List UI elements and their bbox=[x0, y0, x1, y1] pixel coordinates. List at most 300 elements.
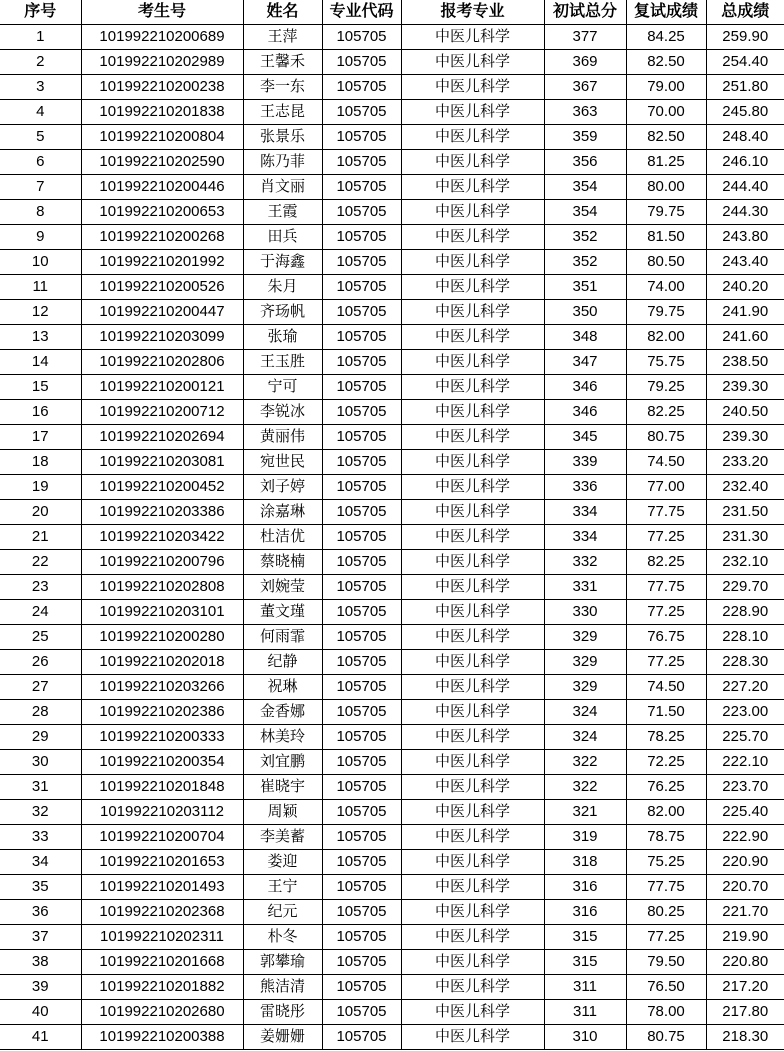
cell-retest-score: 82.00 bbox=[626, 800, 706, 825]
cell-index: 9 bbox=[0, 225, 81, 250]
cell-initial-score: 322 bbox=[544, 775, 626, 800]
cell-index: 7 bbox=[0, 175, 81, 200]
cell-total-score: 241.90 bbox=[706, 300, 784, 325]
cell-exam-id: 101992210200268 bbox=[81, 225, 243, 250]
cell-initial-score: 350 bbox=[544, 300, 626, 325]
cell-exam-id: 101992210200446 bbox=[81, 175, 243, 200]
cell-total-score: 231.30 bbox=[706, 525, 784, 550]
cell-total-score: 227.20 bbox=[706, 675, 784, 700]
cell-major: 中医儿科学 bbox=[401, 100, 544, 125]
cell-retest-score: 80.25 bbox=[626, 900, 706, 925]
cell-exam-id: 101992210200354 bbox=[81, 750, 243, 775]
cell-initial-score: 356 bbox=[544, 150, 626, 175]
cell-retest-score: 79.75 bbox=[626, 200, 706, 225]
cell-index: 36 bbox=[0, 900, 81, 925]
cell-retest-score: 72.25 bbox=[626, 750, 706, 775]
table-row bbox=[0, 425, 784, 450]
cell-total-score: 228.90 bbox=[706, 600, 784, 625]
table-row bbox=[0, 450, 784, 475]
cell-retest-score: 70.00 bbox=[626, 100, 706, 125]
cell-name: 周颖 bbox=[243, 800, 322, 825]
cell-major: 中医儿科学 bbox=[401, 925, 544, 950]
cell-initial-score: 311 bbox=[544, 1000, 626, 1025]
cell-index: 28 bbox=[0, 700, 81, 725]
cell-retest-score: 84.25 bbox=[626, 25, 706, 50]
cell-retest-score: 80.00 bbox=[626, 175, 706, 200]
cell-index: 29 bbox=[0, 725, 81, 750]
table-row bbox=[0, 200, 784, 225]
cell-retest-score: 77.00 bbox=[626, 475, 706, 500]
cell-retest-score: 79.25 bbox=[626, 375, 706, 400]
cell-major-code: 105705 bbox=[322, 200, 401, 225]
table-row bbox=[0, 925, 784, 950]
cell-index: 5 bbox=[0, 125, 81, 150]
col-header-total-score: 总成绩 bbox=[706, 0, 784, 25]
col-header-retest-score: 复试成绩 bbox=[626, 0, 706, 25]
cell-exam-id: 101992210203099 bbox=[81, 325, 243, 350]
cell-total-score: 240.50 bbox=[706, 400, 784, 425]
cell-major-code: 105705 bbox=[322, 925, 401, 950]
cell-total-score: 220.80 bbox=[706, 950, 784, 975]
cell-initial-score: 334 bbox=[544, 500, 626, 525]
cell-major: 中医儿科学 bbox=[401, 175, 544, 200]
cell-index: 39 bbox=[0, 975, 81, 1000]
cell-total-score: 228.10 bbox=[706, 625, 784, 650]
cell-retest-score: 79.00 bbox=[626, 75, 706, 100]
cell-name: 宛世民 bbox=[243, 450, 322, 475]
table-row bbox=[0, 400, 784, 425]
cell-exam-id: 101992210203422 bbox=[81, 525, 243, 550]
table-row bbox=[0, 650, 784, 675]
cell-initial-score: 336 bbox=[544, 475, 626, 500]
cell-exam-id: 101992210203081 bbox=[81, 450, 243, 475]
cell-name: 齐玚帆 bbox=[243, 300, 322, 325]
table-row bbox=[0, 825, 784, 850]
cell-exam-id: 101992210201992 bbox=[81, 250, 243, 275]
cell-name: 金香娜 bbox=[243, 700, 322, 725]
cell-retest-score: 77.75 bbox=[626, 575, 706, 600]
cell-major: 中医儿科学 bbox=[401, 1000, 544, 1025]
cell-major: 中医儿科学 bbox=[401, 675, 544, 700]
cell-exam-id: 101992210203266 bbox=[81, 675, 243, 700]
cell-index: 23 bbox=[0, 575, 81, 600]
cell-major: 中医儿科学 bbox=[401, 300, 544, 325]
cell-index: 14 bbox=[0, 350, 81, 375]
cell-name: 刘子婷 bbox=[243, 475, 322, 500]
cell-total-score: 231.50 bbox=[706, 500, 784, 525]
cell-major-code: 105705 bbox=[322, 1000, 401, 1025]
cell-index: 13 bbox=[0, 325, 81, 350]
cell-retest-score: 80.50 bbox=[626, 250, 706, 275]
table-row bbox=[0, 975, 784, 1000]
cell-index: 21 bbox=[0, 525, 81, 550]
cell-major-code: 105705 bbox=[322, 75, 401, 100]
cell-exam-id: 101992210202806 bbox=[81, 350, 243, 375]
cell-major-code: 105705 bbox=[322, 550, 401, 575]
cell-index: 2 bbox=[0, 50, 81, 75]
cell-retest-score: 75.25 bbox=[626, 850, 706, 875]
table-row bbox=[0, 25, 784, 50]
cell-major: 中医儿科学 bbox=[401, 400, 544, 425]
col-header-name: 姓名 bbox=[243, 0, 322, 25]
cell-retest-score: 79.50 bbox=[626, 950, 706, 975]
cell-exam-id: 101992210201668 bbox=[81, 950, 243, 975]
cell-name: 董文瑾 bbox=[243, 600, 322, 625]
cell-total-score: 239.30 bbox=[706, 425, 784, 450]
cell-index: 11 bbox=[0, 275, 81, 300]
cell-name: 林美玲 bbox=[243, 725, 322, 750]
cell-total-score: 248.40 bbox=[706, 125, 784, 150]
cell-exam-id: 101992210201882 bbox=[81, 975, 243, 1000]
cell-retest-score: 74.50 bbox=[626, 450, 706, 475]
cell-major-code: 105705 bbox=[322, 575, 401, 600]
table-body bbox=[0, 25, 784, 1050]
table-row bbox=[0, 550, 784, 575]
cell-exam-id: 101992210202989 bbox=[81, 50, 243, 75]
cell-retest-score: 76.50 bbox=[626, 975, 706, 1000]
cell-name: 王霞 bbox=[243, 200, 322, 225]
cell-index: 25 bbox=[0, 625, 81, 650]
cell-index: 35 bbox=[0, 875, 81, 900]
cell-retest-score: 82.50 bbox=[626, 50, 706, 75]
cell-major-code: 105705 bbox=[322, 125, 401, 150]
cell-exam-id: 101992210200653 bbox=[81, 200, 243, 225]
cell-name: 纪元 bbox=[243, 900, 322, 925]
cell-total-score: 223.70 bbox=[706, 775, 784, 800]
cell-major: 中医儿科学 bbox=[401, 725, 544, 750]
cell-major-code: 105705 bbox=[322, 800, 401, 825]
cell-initial-score: 329 bbox=[544, 625, 626, 650]
cell-initial-score: 348 bbox=[544, 325, 626, 350]
cell-major-code: 105705 bbox=[322, 775, 401, 800]
cell-name: 刘宜鹏 bbox=[243, 750, 322, 775]
cell-retest-score: 76.75 bbox=[626, 625, 706, 650]
cell-total-score: 245.80 bbox=[706, 100, 784, 125]
cell-name: 朴冬 bbox=[243, 925, 322, 950]
cell-initial-score: 321 bbox=[544, 800, 626, 825]
cell-major: 中医儿科学 bbox=[401, 225, 544, 250]
cell-major: 中医儿科学 bbox=[401, 600, 544, 625]
cell-retest-score: 80.75 bbox=[626, 1025, 706, 1050]
cell-index: 22 bbox=[0, 550, 81, 575]
table-row bbox=[0, 700, 784, 725]
cell-major: 中医儿科学 bbox=[401, 1025, 544, 1050]
table-row bbox=[0, 600, 784, 625]
cell-initial-score: 329 bbox=[544, 650, 626, 675]
cell-major: 中医儿科学 bbox=[401, 450, 544, 475]
cell-index: 31 bbox=[0, 775, 81, 800]
col-header-major-code: 专业代码 bbox=[322, 0, 401, 25]
cell-name: 何雨霏 bbox=[243, 625, 322, 650]
cell-total-score: 219.90 bbox=[706, 925, 784, 950]
cell-total-score: 222.10 bbox=[706, 750, 784, 775]
header-row bbox=[0, 0, 784, 25]
cell-major-code: 105705 bbox=[322, 150, 401, 175]
cell-major: 中医儿科学 bbox=[401, 125, 544, 150]
cell-major-code: 105705 bbox=[322, 175, 401, 200]
cell-retest-score: 74.50 bbox=[626, 675, 706, 700]
cell-total-score: 233.20 bbox=[706, 450, 784, 475]
cell-exam-id: 101992210202018 bbox=[81, 650, 243, 675]
cell-initial-score: 324 bbox=[544, 725, 626, 750]
cell-exam-id: 101992210200452 bbox=[81, 475, 243, 500]
table-row bbox=[0, 800, 784, 825]
cell-exam-id: 101992210202368 bbox=[81, 900, 243, 925]
cell-name: 陈乃菲 bbox=[243, 150, 322, 175]
cell-index: 38 bbox=[0, 950, 81, 975]
cell-name: 李锐冰 bbox=[243, 400, 322, 425]
cell-initial-score: 311 bbox=[544, 975, 626, 1000]
cell-major-code: 105705 bbox=[322, 500, 401, 525]
cell-initial-score: 316 bbox=[544, 875, 626, 900]
cell-initial-score: 354 bbox=[544, 175, 626, 200]
cell-name: 张瑜 bbox=[243, 325, 322, 350]
cell-major: 中医儿科学 bbox=[401, 825, 544, 850]
table-row bbox=[0, 350, 784, 375]
table-row bbox=[0, 675, 784, 700]
cell-major-code: 105705 bbox=[322, 100, 401, 125]
table-row bbox=[0, 75, 784, 100]
cell-retest-score: 77.75 bbox=[626, 875, 706, 900]
cell-name: 于海鑫 bbox=[243, 250, 322, 275]
cell-total-score: 218.30 bbox=[706, 1025, 784, 1050]
cell-retest-score: 77.25 bbox=[626, 600, 706, 625]
table-row bbox=[0, 725, 784, 750]
cell-retest-score: 78.00 bbox=[626, 1000, 706, 1025]
cell-major-code: 105705 bbox=[322, 350, 401, 375]
cell-retest-score: 76.25 bbox=[626, 775, 706, 800]
table-row bbox=[0, 275, 784, 300]
cell-total-score: 220.70 bbox=[706, 875, 784, 900]
col-header-initial-score: 初试总分 bbox=[544, 0, 626, 25]
cell-exam-id: 101992210200121 bbox=[81, 375, 243, 400]
table-row bbox=[0, 175, 784, 200]
cell-initial-score: 315 bbox=[544, 950, 626, 975]
cell-retest-score: 82.25 bbox=[626, 550, 706, 575]
cell-major-code: 105705 bbox=[322, 825, 401, 850]
cell-initial-score: 369 bbox=[544, 50, 626, 75]
cell-name: 宁可 bbox=[243, 375, 322, 400]
cell-major-code: 105705 bbox=[322, 425, 401, 450]
table-row bbox=[0, 1025, 784, 1050]
cell-exam-id: 101992210203101 bbox=[81, 600, 243, 625]
table-row bbox=[0, 850, 784, 875]
cell-major: 中医儿科学 bbox=[401, 700, 544, 725]
cell-name: 刘婉莹 bbox=[243, 575, 322, 600]
cell-major: 中医儿科学 bbox=[401, 625, 544, 650]
cell-total-score: 251.80 bbox=[706, 75, 784, 100]
cell-exam-id: 101992210201848 bbox=[81, 775, 243, 800]
cell-total-score: 217.20 bbox=[706, 975, 784, 1000]
cell-index: 30 bbox=[0, 750, 81, 775]
cell-retest-score: 77.25 bbox=[626, 650, 706, 675]
cell-exam-id: 101992210200333 bbox=[81, 725, 243, 750]
cell-name: 崔晓宇 bbox=[243, 775, 322, 800]
cell-major-code: 105705 bbox=[322, 975, 401, 1000]
cell-name: 田兵 bbox=[243, 225, 322, 250]
table-row bbox=[0, 900, 784, 925]
cell-exam-id: 101992210202808 bbox=[81, 575, 243, 600]
cell-initial-score: 352 bbox=[544, 225, 626, 250]
cell-name: 蔡晓楠 bbox=[243, 550, 322, 575]
cell-major: 中医儿科学 bbox=[401, 25, 544, 50]
cell-total-score: 222.90 bbox=[706, 825, 784, 850]
cell-index: 32 bbox=[0, 800, 81, 825]
cell-total-score: 225.40 bbox=[706, 800, 784, 825]
cell-retest-score: 82.25 bbox=[626, 400, 706, 425]
cell-major: 中医儿科学 bbox=[401, 50, 544, 75]
cell-exam-id: 101992210202680 bbox=[81, 1000, 243, 1025]
cell-initial-score: 315 bbox=[544, 925, 626, 950]
cell-name: 黄丽伟 bbox=[243, 425, 322, 450]
cell-exam-id: 101992210200712 bbox=[81, 400, 243, 425]
cell-total-score: 243.80 bbox=[706, 225, 784, 250]
cell-name: 李美蓄 bbox=[243, 825, 322, 850]
cell-exam-id: 101992210203112 bbox=[81, 800, 243, 825]
cell-initial-score: 351 bbox=[544, 275, 626, 300]
cell-total-score: 220.90 bbox=[706, 850, 784, 875]
cell-major-code: 105705 bbox=[322, 850, 401, 875]
cell-name: 熊洁清 bbox=[243, 975, 322, 1000]
cell-major: 中医儿科学 bbox=[401, 200, 544, 225]
cell-major: 中医儿科学 bbox=[401, 250, 544, 275]
table-row bbox=[0, 50, 784, 75]
cell-major-code: 105705 bbox=[322, 650, 401, 675]
cell-major: 中医儿科学 bbox=[401, 575, 544, 600]
cell-initial-score: 347 bbox=[544, 350, 626, 375]
cell-exam-id: 101992210200280 bbox=[81, 625, 243, 650]
cell-major: 中医儿科学 bbox=[401, 500, 544, 525]
cell-initial-score: 310 bbox=[544, 1025, 626, 1050]
cell-major-code: 105705 bbox=[322, 250, 401, 275]
table-row bbox=[0, 150, 784, 175]
cell-exam-id: 101992210200447 bbox=[81, 300, 243, 325]
cell-index: 17 bbox=[0, 425, 81, 450]
cell-initial-score: 329 bbox=[544, 675, 626, 700]
cell-index: 15 bbox=[0, 375, 81, 400]
cell-index: 12 bbox=[0, 300, 81, 325]
cell-index: 41 bbox=[0, 1025, 81, 1050]
cell-retest-score: 82.00 bbox=[626, 325, 706, 350]
cell-initial-score: 316 bbox=[544, 900, 626, 925]
cell-exam-id: 101992210200238 bbox=[81, 75, 243, 100]
cell-major-code: 105705 bbox=[322, 875, 401, 900]
cell-major: 中医儿科学 bbox=[401, 325, 544, 350]
cell-major: 中医儿科学 bbox=[401, 800, 544, 825]
cell-initial-score: 331 bbox=[544, 575, 626, 600]
cell-name: 王萍 bbox=[243, 25, 322, 50]
cell-name: 李一东 bbox=[243, 75, 322, 100]
cell-total-score: 221.70 bbox=[706, 900, 784, 925]
cell-index: 40 bbox=[0, 1000, 81, 1025]
cell-total-score: 217.80 bbox=[706, 1000, 784, 1025]
cell-total-score: 223.00 bbox=[706, 700, 784, 725]
cell-index: 26 bbox=[0, 650, 81, 675]
cell-retest-score: 79.75 bbox=[626, 300, 706, 325]
cell-name: 郭攀瑜 bbox=[243, 950, 322, 975]
cell-exam-id: 101992210202694 bbox=[81, 425, 243, 450]
cell-initial-score: 363 bbox=[544, 100, 626, 125]
cell-major: 中医儿科学 bbox=[401, 350, 544, 375]
cell-initial-score: 324 bbox=[544, 700, 626, 725]
cell-exam-id: 101992210201653 bbox=[81, 850, 243, 875]
cell-major-code: 105705 bbox=[322, 600, 401, 625]
cell-name: 娄迎 bbox=[243, 850, 322, 875]
cell-total-score: 243.40 bbox=[706, 250, 784, 275]
cell-major-code: 105705 bbox=[322, 625, 401, 650]
cell-index: 20 bbox=[0, 500, 81, 525]
cell-index: 8 bbox=[0, 200, 81, 225]
cell-exam-id: 101992210202590 bbox=[81, 150, 243, 175]
cell-exam-id: 101992210200796 bbox=[81, 550, 243, 575]
cell-exam-id: 101992210202311 bbox=[81, 925, 243, 950]
cell-major: 中医儿科学 bbox=[401, 650, 544, 675]
cell-index: 4 bbox=[0, 100, 81, 125]
cell-retest-score: 80.75 bbox=[626, 425, 706, 450]
cell-retest-score: 77.25 bbox=[626, 925, 706, 950]
table-row bbox=[0, 300, 784, 325]
cell-major-code: 105705 bbox=[322, 1025, 401, 1050]
cell-exam-id: 101992210203386 bbox=[81, 500, 243, 525]
cell-major-code: 105705 bbox=[322, 300, 401, 325]
table-row bbox=[0, 1000, 784, 1025]
cell-initial-score: 322 bbox=[544, 750, 626, 775]
cell-initial-score: 359 bbox=[544, 125, 626, 150]
cell-initial-score: 354 bbox=[544, 200, 626, 225]
cell-total-score: 244.40 bbox=[706, 175, 784, 200]
cell-name: 姜姗姗 bbox=[243, 1025, 322, 1050]
cell-initial-score: 339 bbox=[544, 450, 626, 475]
table-row bbox=[0, 325, 784, 350]
cell-major-code: 105705 bbox=[322, 525, 401, 550]
table-row bbox=[0, 375, 784, 400]
cell-retest-score: 78.25 bbox=[626, 725, 706, 750]
cell-major: 中医儿科学 bbox=[401, 850, 544, 875]
col-header-exam-id: 考生号 bbox=[81, 0, 243, 25]
cell-name: 王志昆 bbox=[243, 100, 322, 125]
cell-exam-id: 101992210201838 bbox=[81, 100, 243, 125]
table-row bbox=[0, 125, 784, 150]
cell-index: 33 bbox=[0, 825, 81, 850]
cell-index: 6 bbox=[0, 150, 81, 175]
cell-major-code: 105705 bbox=[322, 225, 401, 250]
cell-major-code: 105705 bbox=[322, 400, 401, 425]
cell-total-score: 228.30 bbox=[706, 650, 784, 675]
cell-index: 16 bbox=[0, 400, 81, 425]
cell-total-score: 232.40 bbox=[706, 475, 784, 500]
cell-major: 中医儿科学 bbox=[401, 950, 544, 975]
cell-initial-score: 352 bbox=[544, 250, 626, 275]
table-row bbox=[0, 950, 784, 975]
cell-major-code: 105705 bbox=[322, 50, 401, 75]
cell-retest-score: 81.25 bbox=[626, 150, 706, 175]
col-header-index: 序号 bbox=[0, 0, 81, 25]
cell-major-code: 105705 bbox=[322, 475, 401, 500]
cell-name: 王宁 bbox=[243, 875, 322, 900]
cell-index: 19 bbox=[0, 475, 81, 500]
cell-retest-score: 75.75 bbox=[626, 350, 706, 375]
cell-initial-score: 345 bbox=[544, 425, 626, 450]
cell-name: 王玉胜 bbox=[243, 350, 322, 375]
cell-major-code: 105705 bbox=[322, 750, 401, 775]
cell-total-score: 225.70 bbox=[706, 725, 784, 750]
cell-total-score: 259.90 bbox=[706, 25, 784, 50]
cell-major: 中医儿科学 bbox=[401, 75, 544, 100]
cell-exam-id: 101992210200526 bbox=[81, 275, 243, 300]
cell-initial-score: 319 bbox=[544, 825, 626, 850]
table-row bbox=[0, 875, 784, 900]
cell-initial-score: 334 bbox=[544, 525, 626, 550]
